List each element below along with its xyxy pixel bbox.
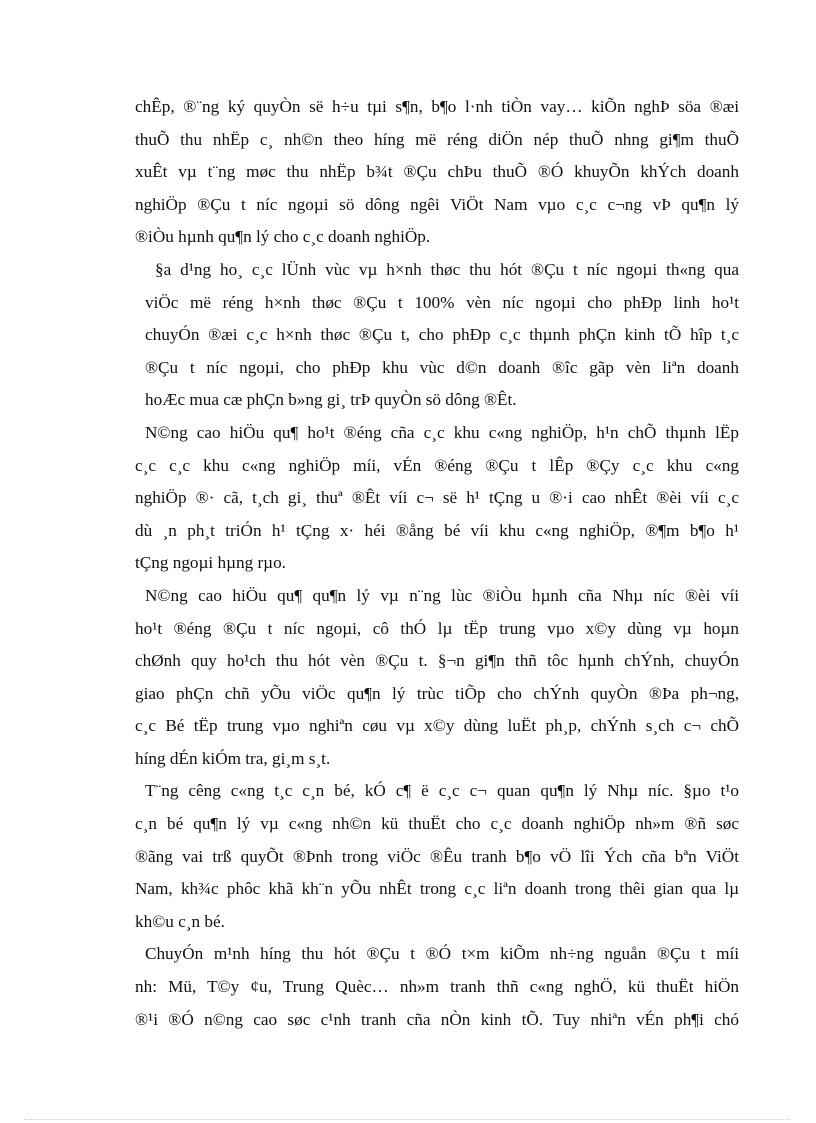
- paragraph-5: [135, 775, 739, 938]
- text-line: N©ng cao hiÖu qu¶ ho¹t ®éng cña c¸c khu c«ng nghiÖp, h¹n chÕ thµnh lËp: [145, 422, 739, 442]
- text-line: ®Çu t níc ngoµi, cho phÐp khu vùc d©n doanh ®îc gãp vèn liªn doanh: [145, 357, 739, 377]
- text-line: T¨ng cêng c«ng t¸c c¸n bé, kÓ c¶ ë c¸c c¬ quan qu¶n lý Nhµ níc. §µo t¹o: [145, 781, 739, 801]
- text-line: c¸c Bé tËp trung vµo nghiªn cøu vµ x©y dùng luËt ph¸p, chÝnh s¸ch c¬ chÕ: [135, 716, 739, 736]
- text-line: Nam, kh¾c phôc khã kh¨n yÕu nhÊt trong c¸c liªn doanh trong thêi gian qua lµ: [135, 879, 739, 899]
- text-line: viÖc më réng h×nh thøc ®Çu t 100% vèn níc ngoµi cho phÐp linh ho¹t: [145, 292, 739, 312]
- paragraph-3: [135, 417, 739, 580]
- text-line: chuyÓn ®æi c¸c h×nh thøc ®Çu t, cho phÐp c¸c thµnh phÇn kinh tÕ hîp t¸c: [145, 325, 739, 345]
- text-line: chÊp, ®¨ng ký quyÒn së h÷u tµi s¶n, b¶o l·nh tiÒn vay… kiÕn nghÞ söa ®æi: [135, 97, 739, 116]
- paragraph-4: [135, 580, 739, 776]
- text-line: N©ng cao hiÖu qu¶ qu¶n lý vµ n¨ng lùc ®iÒu hµnh cña Nhµ níc ®èi víi: [145, 585, 739, 605]
- text-line: híng dÉn kiÓm tra, gi¸m s¸t.: [135, 748, 331, 768]
- paragraph-6: [135, 938, 739, 1036]
- text-line: nh: Mü, T©y ¢u, Trung Quèc… nh»m tranh thñ c«ng nghÖ, kü thuËt hiÖn: [135, 977, 739, 997]
- text-line: ®ãng vai trß quyÕt ®Þnh trong viÖc ®Êu tranh b¶o vÖ lîi Ých cña bªn ViÖt: [135, 846, 739, 866]
- text-line: giao phÇn chñ yÕu viÖc qu¶n lý trùc tiÕp cho chÝnh quyÒn ®Þa ph¬ng,: [135, 683, 739, 703]
- text-line: ho¹t ®éng ®Çu t níc ngoµi, cô thÓ lµ tËp trung vµo x©y dùng vµ hoµn: [135, 618, 739, 638]
- paragraph-2: [135, 254, 739, 417]
- text-line: tÇng ngoµi hµng rµo.: [135, 553, 286, 573]
- text-line: nghiÖp ®· cã, t¸ch gi¸ thuª ®Êt víi c¬ së h¹ tÇng u ®·i cao nhÊt ®èi víi c¸c: [135, 488, 739, 508]
- text-line: xuÊt vµ t¨ng møc thu nhËp b¾t ®Çu chÞu thuÕ ®Ó khuyÕn khÝch doanh: [135, 162, 739, 182]
- text-line: chØnh quy ho¹ch thu hót vèn ®Çu t. §¬n gi¶n thñ tôc hµnh chÝnh, chuyÓn: [135, 651, 739, 671]
- text-line: c¸c c¸c khu c«ng nghiÖp míi, vÉn ®éng ®Çu t lÊp ®Çy c¸c khu c«ng: [135, 455, 739, 475]
- text-line: ChuyÓn m¹nh híng thu hót ®Çu t ®Ó t×m kiÕm nh÷ng nguån ®Çu t míi: [145, 944, 739, 964]
- text-line: ®iÒu hµnh qu¶n lý cho c¸c doanh nghiÖp.: [135, 227, 431, 247]
- text-line: ®¹i ®Ó n©ng cao søc c¹nh tranh cña nÒn kinh tÕ. Tuy nhiªn vÉn ph¶i chó: [135, 1009, 739, 1029]
- page-bottom-rule: [24, 1119, 790, 1120]
- paragraph-1: [135, 91, 739, 254]
- body-text: [135, 91, 739, 1036]
- text-line: c¸n bé qu¶n lý vµ c«ng nh©n kü thuËt cho c¸c doanh nghiÖp nh»m ®ñ søc: [135, 814, 739, 834]
- text-line: §a d¹ng ho¸ c¸c lÜnh vùc vµ h×nh thøc thu hót ®Çu t níc ngoµi th«ng qua: [155, 259, 739, 279]
- text-line: nghiÖp ®Çu t níc ngoµi sö dông ngêi ViÖt Nam vµo c¸c c¬ng vÞ qu¶n lý: [135, 194, 739, 214]
- text-line: kh©u c¸n bé.: [135, 911, 225, 931]
- text-line: dù ¸n ph¸t triÓn h¹ tÇng x· héi ®ång bé víi khu c«ng nghiÖp, ®¶m b¶o h¹: [135, 520, 739, 540]
- text-line: hoÆc mua cæ phÇn b»ng gi¸ trÞ quyÒn sö dông ®Êt.: [145, 390, 517, 410]
- text-line: thuÕ thu nhËp c¸ nh©n theo híng më réng diÖn nép thuÕ nhng gi¶m thuÕ: [135, 129, 739, 149]
